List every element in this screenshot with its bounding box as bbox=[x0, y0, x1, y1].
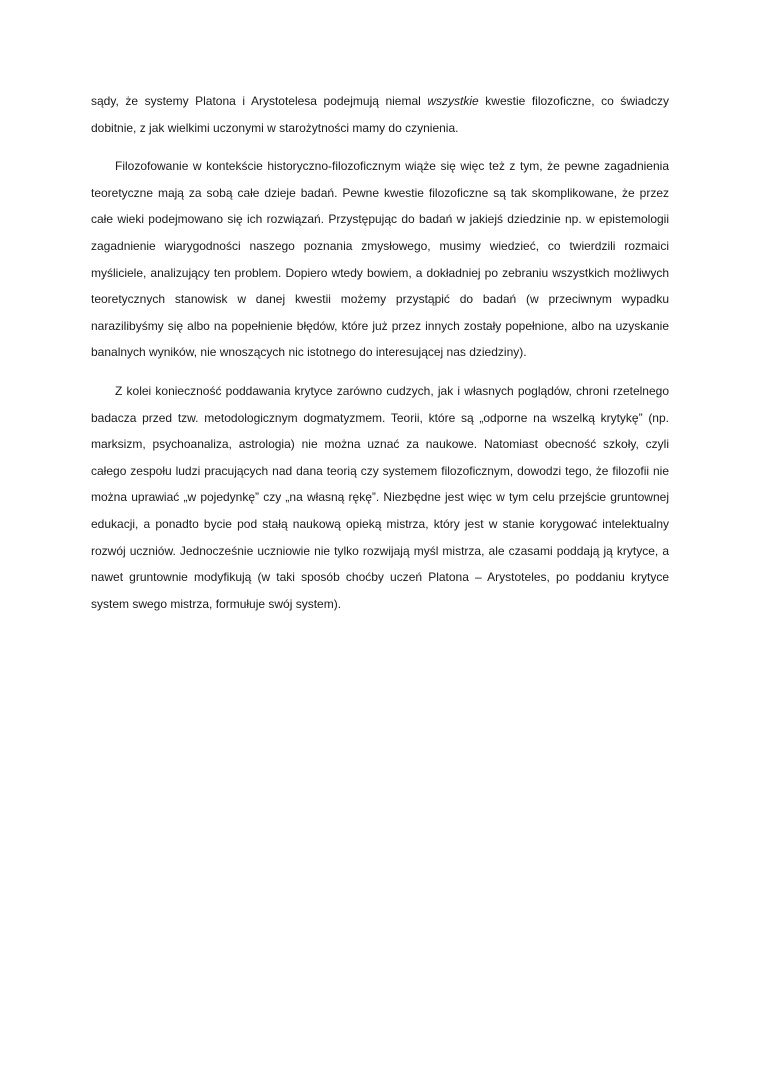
paragraph-3-text: Z kolei konieczność poddawania krytyce zarówno cudzych, jak i własnych poglądów, chroni rzetelnego badacza przed tzw. metodologicznym dogmatyzmem. Teorii, które są „odporne na wszelką krytykę” (np. marksizm, psychoanaliza, astrologia) nie można uznać za naukowe. Natomiast obecność szkoły, czyli całego zespołu ludzi pracujących nad dana teorią czy systemem filozoficznym, dowodzi tego, że filozofii nie można uprawiać „w pojedynkę” czy „na własną rękę”. Niezbędne jest więc w tym celu przejście gruntownej edukacji, a ponadto bycie pod stałą naukową opieką mistrza, który jest w stanie korygować intelektualny rozwój uczniów. Jednocześnie uczniowie nie tylko rozwijają myśl mistrza, ale czasami poddają ją krytyce, a nawet gruntownie modyfikują (w taki sposób choćby uczeń Platona – Arystoteles, po poddaniu krytyce system swego mistrza, formułuje swój system). bbox=[91, 383, 669, 611]
document-body bbox=[91, 88, 669, 629]
paragraph-1-text-b: kwestie filozoficzne, co świadczy dobitnie, z jak wielkimi uczonymi w starożytności mamy do czynienia. bbox=[91, 94, 670, 135]
paragraph-1-emphasis: wszystkie bbox=[427, 94, 479, 108]
paragraph-2-text: Filozofowanie w kontekście historyczno-filozoficznym wiąże się więc też z tym, że pewne zagadnienia teoretyczne mają za sobą całe dzieje badań. Pewne kwestie filozoficzne są tak skomplikowane, że przez całe wieki podejmowano się ich rozwiązań. Przystępując do badań w jakiejś dziedzinie np. w epistemologii zagadnienie wiarygodności naszego poznania zmysłowego, musimy wiedzieć, co twierdzili rozmaici myśliciele, analizujący ten problem. Dopiero wtedy bowiem, a dokładniej po zebraniu wszystkich możliwych teoretycznych stanowisk w danej kwestii możemy przystąpić do badań (w przeciwnym wypadku narazilibyśmy się albo na popełnienie błędów, które już przez innych zostały popełnione, albo na uzyskanie banalnych wyników, nie wnoszących nic istotnego do interesującej nas dziedziny). bbox=[91, 159, 669, 360]
paragraph-2 bbox=[91, 153, 669, 366]
paragraph-3 bbox=[91, 378, 669, 617]
paragraph-1-text-a: sądy, że systemy Platona i Arystotelesa podejmują niemal bbox=[91, 94, 428, 108]
paragraph-1 bbox=[91, 88, 669, 141]
